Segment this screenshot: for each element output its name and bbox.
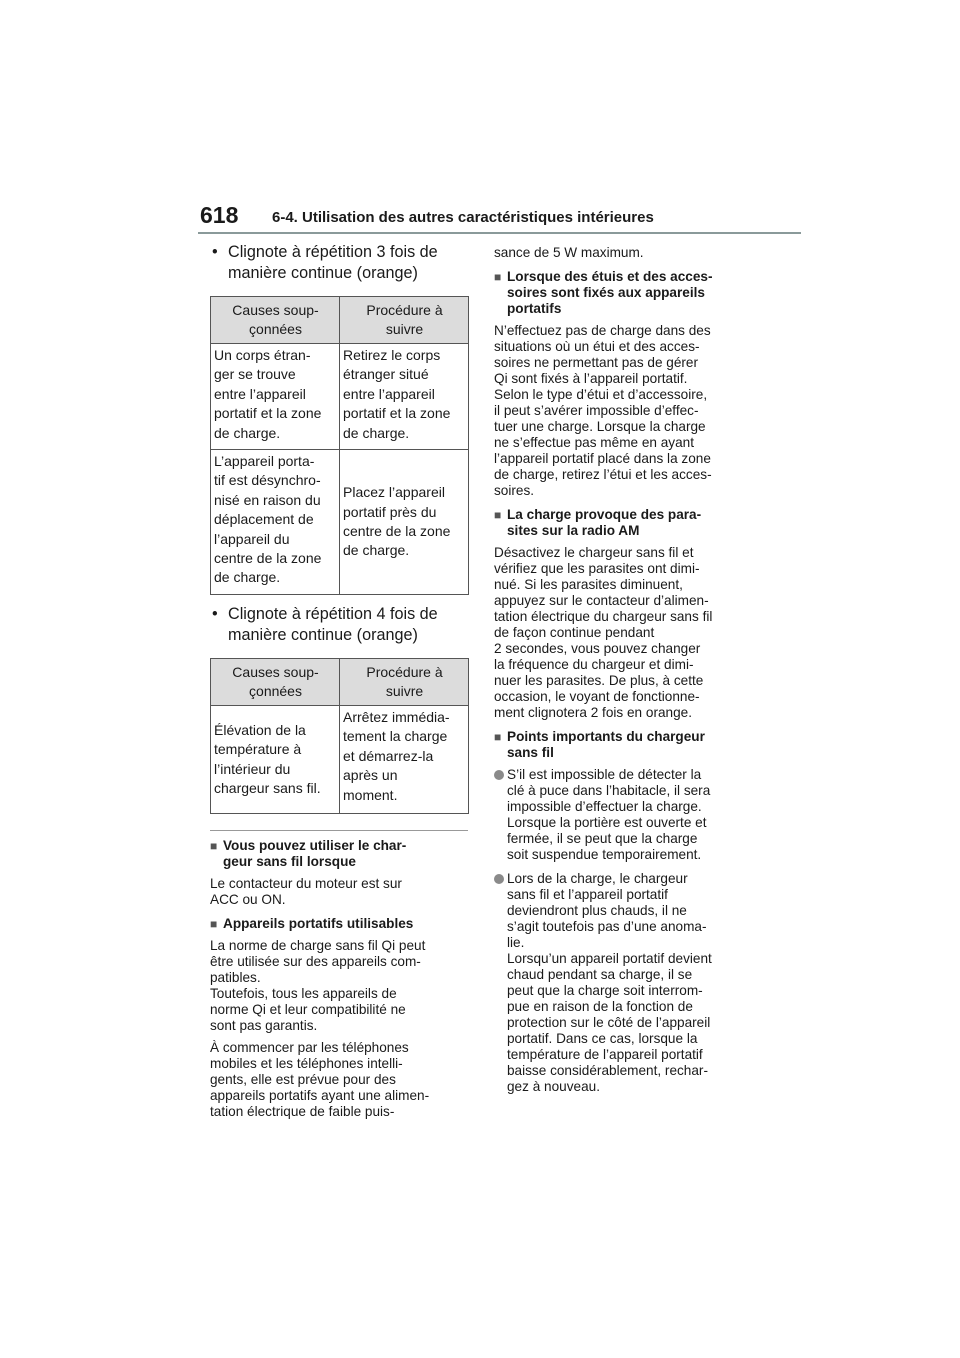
bullet-3-line1: Clignote à répétition 3 fois de: [228, 243, 438, 261]
para-cases-accessories: N’effectuez pas de charge dans des situations où un étui et des acces- soires ne permettant pas de gérer Qi sont fixés à l’appareil portatif. Selon le type d’étui et d’accessoire, il peut s’avérer impossible d’effec- tuer une charge. Lorsque la charge ne s’effectue pas même en ayant l’appareil portatif placé dans la zone de charge, retirez l’étui et les acces- soires.: [494, 323, 712, 498]
table-cell-procedure: Placez l’appareil portatif près du centre de la zone de charge.: [340, 450, 469, 595]
table-cell-procedure: Retirez le corps étranger situé entre l’appareil portatif et la zone de charge.: [340, 344, 469, 450]
circle-bullet-icon: [494, 874, 504, 884]
square-bullet-icon: ■: [210, 917, 218, 931]
square-bullet-icon: ■: [494, 508, 502, 522]
section-divider: [210, 830, 468, 831]
para-am-radio: Désactivez le chargeur sans fil et vérifiez que les parasites ont dimi- nué. Si les parasites diminuent, appuyez sur le contacteur d’alimen- tation électrique du chargeur sans fil de façon continue pendant 2 secondes, vous pouvez changer la fréquence du chargeur et dimi- nuer les parasites. De plus, à cette occasion, le voyant de fonctionne- ment clignotera 2 fois en orange.: [494, 545, 713, 720]
heading-am-radio: ■ La charge provoque des para- sites sur la radio AM: [494, 507, 702, 538]
heading-usage-conditions: ■ Vous pouvez utiliser le char- geur sans fil lorsque: [210, 838, 407, 869]
table-header-causes: Causes soup- çonnées: [211, 297, 340, 344]
bullet-3-line2: manière continue (orange): [228, 264, 418, 282]
para-power-continued: sance de 5 W maximum.: [494, 245, 644, 260]
header-divider: [198, 232, 801, 234]
info-section-right: [494, 245, 754, 1095]
bullet-dot-icon: •: [212, 605, 218, 623]
bullet-dot-icon: •: [212, 243, 218, 261]
info-section-left: [210, 838, 468, 1120]
table-cell-cause: Élévation de la température à l’intérieur du chargeur sans fil.: [211, 706, 340, 814]
para-usage-conditions: Le contacteur du moteur est sur ACC ou ON.: [210, 876, 402, 907]
causes-table-3-blinks: [210, 296, 469, 595]
list-item: S’il est impossible de détecter la clé à puce dans l’habitacle, il sera impossible d’effectuer la charge. Lorsque la portière est ouverte et fermée, il se peut que la charge soit suspendue temporairement.: [494, 767, 754, 863]
bullet-4-blinks: [212, 604, 438, 646]
table-cell-cause: L’appareil porta- tif est désynchro- nisé en raison du déplacement de l’appareil du centre de la zone de charge.: [211, 450, 340, 595]
list-item: Lors de la charge, le chargeur sans fil et l’appareil portatif deviendront plus chauds, il ne s’agit toutefois pas d’une anoma- lie. Lorsqu’un appareil portatif devient chaud pendant sa charge, il se peut que la charge soit interrom- pue en raison de la fonction de protection sur le côté de l’appareil portatif. Dans ce cas, lorsque la température de l’appareil portatif baisse considérablement, rechar- gez à nouveau.: [494, 871, 754, 1095]
circle-bullet-icon: [494, 770, 504, 780]
square-bullet-icon: ■: [210, 839, 218, 853]
heading-important-points: ■ Points importants du chargeur sans fil: [494, 729, 705, 760]
table-header-row: [211, 659, 469, 706]
section-title: 6-4. Utilisation des autres caractéristiques intérieures: [272, 209, 654, 226]
table-header-procedure: Procédure à suivre: [340, 297, 469, 344]
para-usable-devices-1: La norme de charge sans fil Qi peut être utilisée sur des appareils com- patibles. Toutefois, tous les appareils de norme Qi et leur compatibilité ne sont pas garantis.: [210, 938, 426, 1033]
table-row: [211, 450, 469, 595]
heading-usable-devices: ■ Appareils portatifs utilisables: [210, 916, 414, 931]
square-bullet-icon: ■: [494, 270, 502, 284]
table-row: [211, 344, 469, 450]
table-row: [211, 706, 469, 814]
heading-cases-accessories: ■ Lorsque des étuis et des acces- soires sont fixés aux appareils portatifs: [494, 269, 713, 316]
causes-table-4-blinks: [210, 658, 469, 814]
table-cell-procedure: Arrêtez immédia- tement la charge et démarrez-la après un moment.: [340, 706, 469, 814]
table-cell-cause: Un corps étran- ger se trouve entre l’appareil portatif et la zone de charge.: [211, 344, 340, 450]
square-bullet-icon: ■: [494, 730, 502, 744]
table-header-procedure: Procédure à suivre: [340, 659, 469, 706]
bullet-4-line2: manière continue (orange): [228, 626, 418, 644]
para-usable-devices-2: À commencer par les téléphones mobiles et les téléphones intelli- gents, elle est prévue pour des appareils portatifs ayant une alimen- tation électrique de faible puis-: [210, 1040, 430, 1119]
bullet-3-blinks: [212, 242, 438, 284]
bullet-4-line1: Clignote à répétition 4 fois de: [228, 605, 438, 623]
table-header-causes: Causes soup- çonnées: [211, 659, 340, 706]
table-header-row: [211, 297, 469, 344]
page-number: 618: [200, 202, 239, 228]
